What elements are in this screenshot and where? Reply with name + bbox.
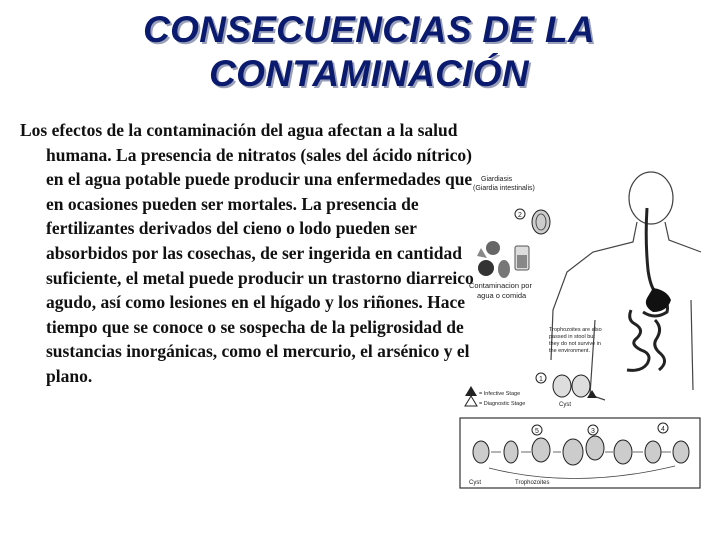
body-paragraph: Los efectos de la contaminación del agua afectan a la salud humana. La presencia de nitratos (sales del ácido nítrico) en el agua potable puede producir una enfermedades que en ocasiones pueden ser mortales. La presencia de fertilizantes derivados del cieno o lodo pueden ser absorbidos por las cosechas, de ser ingerida en cantidad suficiente, el metal puede producir un trastorno diarreico agudo, así como lesiones en el hígado y los riñones. Hace tiempo que se conoce o se sospecha de la peligrosidad de sustancias inorgánicas, como el mercurio, el arsénico y el plano. bbox=[20, 120, 474, 386]
step-4-label: 4 bbox=[661, 426, 665, 433]
food-water-illustration bbox=[477, 241, 529, 278]
trophozoites-note-2: passed in stool but bbox=[549, 334, 595, 340]
trophozoites-bottom-label: Trophozoites bbox=[515, 480, 550, 486]
title-line-2: CONTAMINACIÓN bbox=[209, 53, 529, 94]
cyst-bottom-label: Cyst bbox=[469, 480, 481, 486]
legend-diagnostic-label: = Diagnostic Stage bbox=[479, 401, 526, 407]
digestive-tract bbox=[627, 208, 668, 370]
trophozoites-note-3: they do not survive in bbox=[549, 341, 601, 347]
giardiasis-life-cycle-figure bbox=[455, 160, 705, 490]
cyst-top bbox=[515, 209, 550, 234]
step-1-label: 1 bbox=[539, 376, 543, 383]
figure-title: Giardiasis bbox=[481, 176, 513, 183]
step-3-label: 3 bbox=[591, 428, 595, 435]
human-silhouette bbox=[551, 172, 701, 400]
slide-title bbox=[60, 8, 678, 96]
title-line-1: CONSECUENCIAS DE LA bbox=[143, 9, 595, 50]
step-5-label: 5 bbox=[535, 428, 539, 435]
trophozoites-note-4: the environment. bbox=[549, 348, 590, 354]
cyst-label: Cyst bbox=[559, 402, 571, 408]
figure-subtitle: (Giardia intestinalis) bbox=[473, 185, 535, 192]
cyst-stool bbox=[536, 373, 597, 408]
contamination-line-1: Contaminacion por bbox=[469, 281, 532, 290]
legend-infective-label: = Infective Stage bbox=[479, 391, 521, 397]
infective-stage-triangle-icon bbox=[465, 386, 477, 396]
diagnostic-stage-triangle-icon bbox=[465, 396, 477, 406]
contamination-line-2: agua o comida bbox=[477, 291, 527, 300]
trophozoites-note-1: Trophozoites are also bbox=[549, 327, 602, 333]
step-2-label: 2 bbox=[518, 212, 522, 219]
